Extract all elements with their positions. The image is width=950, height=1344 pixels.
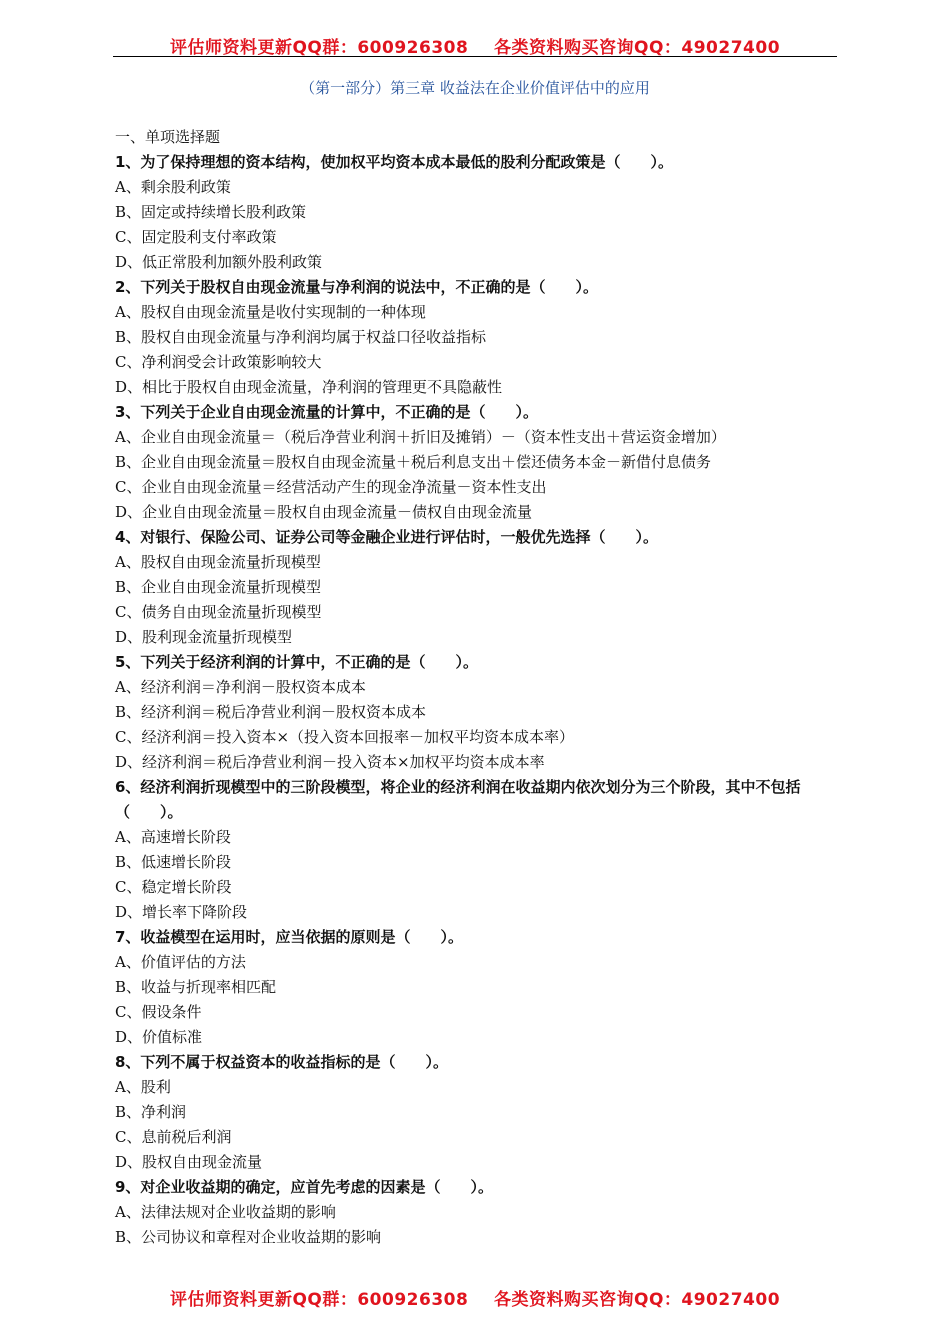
option-a: A、法律法规对企业收益期的影响 xyxy=(115,1203,336,1221)
option-d: D、股利现金流量折现模型 xyxy=(115,628,293,646)
option-d: D、相比于股权自由现金流量，净利润的管理更不具隐蔽性 xyxy=(115,378,503,396)
option-a: A、高速增长阶段 xyxy=(115,828,231,846)
question-stem: 2、下列关于股权自由现金流量与净利润的说法中，不正确的是（ ）。 xyxy=(115,278,598,296)
option-c: C、假设条件 xyxy=(115,1003,202,1021)
option-a: A、股权自由现金流量折现模型 xyxy=(115,553,321,571)
header-divider xyxy=(113,56,837,57)
option-a: A、价值评估的方法 xyxy=(115,953,246,971)
option-a: A、经济利润＝净利润－股权资本成本 xyxy=(115,678,366,696)
question-1 xyxy=(115,150,840,275)
question-8 xyxy=(115,1050,840,1175)
section-heading: 一、单项选择题 xyxy=(115,128,221,146)
option-a: A、股权自由现金流量是收付实现制的一种体现 xyxy=(115,303,426,321)
question-7 xyxy=(115,925,840,1050)
option-c: C、企业自由现金流量＝经营活动产生的现金净流量－资本性支出 xyxy=(115,478,547,496)
option-d: D、股权自由现金流量 xyxy=(115,1153,263,1171)
option-a: A、企业自由现金流量＝（税后净营业利润＋折旧及摊销）－（资本性支出＋营运资金增加） xyxy=(115,428,726,446)
question-4 xyxy=(115,525,840,650)
question-stem: 6、经济利润折现模型中的三阶段模型，将企业的经济利润在收益期内依次划分为三个阶段，其中不包括（ ）。 xyxy=(115,778,801,821)
option-b: B、净利润 xyxy=(115,1103,187,1121)
option-c: C、债务自由现金流量折现模型 xyxy=(115,603,322,621)
option-a: A、剩余股利政策 xyxy=(115,178,231,196)
question-stem: 8、下列不属于权益资本的收益指标的是（ ）。 xyxy=(115,1053,448,1071)
question-2 xyxy=(115,275,840,400)
document-body xyxy=(115,125,840,1250)
option-b: B、收益与折现率相匹配 xyxy=(115,978,277,996)
option-d: D、低正常股利加额外股利政策 xyxy=(115,253,323,271)
option-b: B、低速增长阶段 xyxy=(115,853,232,871)
question-stem: 9、对企业收益期的确定，应首先考虑的因素是（ ）。 xyxy=(115,1178,493,1196)
option-b: B、经济利润＝税后净营业利润－股权资本成本 xyxy=(115,703,427,721)
option-b: B、固定或持续增长股利政策 xyxy=(115,203,307,221)
option-d: D、价值标准 xyxy=(115,1028,203,1046)
option-d: D、增长率下降阶段 xyxy=(115,903,248,921)
option-b: B、企业自由现金流量＝股权自由现金流量＋税后利息支出＋偿还债务本金－新借付息债务 xyxy=(115,453,712,471)
question-6 xyxy=(115,775,840,925)
question-stem: 1、为了保持理想的资本结构，使加权平均资本成本最低的股利分配政策是（ ）。 xyxy=(115,153,673,171)
option-b: B、公司协议和章程对企业收益期的影响 xyxy=(115,1228,382,1246)
question-3 xyxy=(115,400,840,525)
question-stem: 7、收益模型在运用时，应当依据的原则是（ ）。 xyxy=(115,928,463,946)
question-stem: 4、对银行、保险公司、证券公司等金融企业进行评估时，一般优先选择（ ）。 xyxy=(115,528,658,546)
option-d: D、经济利润＝税后净营业利润－投入资本×加权平均资本成本率 xyxy=(115,753,545,771)
option-d: D、企业自由现金流量＝股权自由现金流量－债权自由现金流量 xyxy=(115,503,533,521)
option-c: C、息前税后利润 xyxy=(115,1128,232,1146)
option-c: C、稳定增长阶段 xyxy=(115,878,232,896)
option-c: C、经济利润＝投入资本×（投入资本回报率－加权平均资本成本率） xyxy=(115,728,575,746)
option-c: C、净利润受会计政策影响较大 xyxy=(115,353,322,371)
option-b: B、股权自由现金流量与净利润均属于权益口径收益指标 xyxy=(115,328,487,346)
question-stem: 3、下列关于企业自由现金流量的计算中，不正确的是（ ）。 xyxy=(115,403,538,421)
option-a: A、股利 xyxy=(115,1078,171,1096)
option-b: B、企业自由现金流量折现模型 xyxy=(115,578,322,596)
question-5 xyxy=(115,650,840,775)
page-header-banner: 评估师资料更新QQ群：600926308 各类资料购买咨询QQ：49027400 xyxy=(169,38,781,58)
document-title: （第一部分）第三章 收益法在企业价值评估中的应用 xyxy=(300,79,650,97)
option-c: C、固定股利支付率政策 xyxy=(115,228,277,246)
question-stem: 5、下列关于经济利润的计算中，不正确的是（ ）。 xyxy=(115,653,478,671)
question-9 xyxy=(115,1175,840,1250)
page-footer-banner: 评估师资料更新QQ群：600926308 各类资料购买咨询QQ：49027400 xyxy=(169,1290,781,1310)
